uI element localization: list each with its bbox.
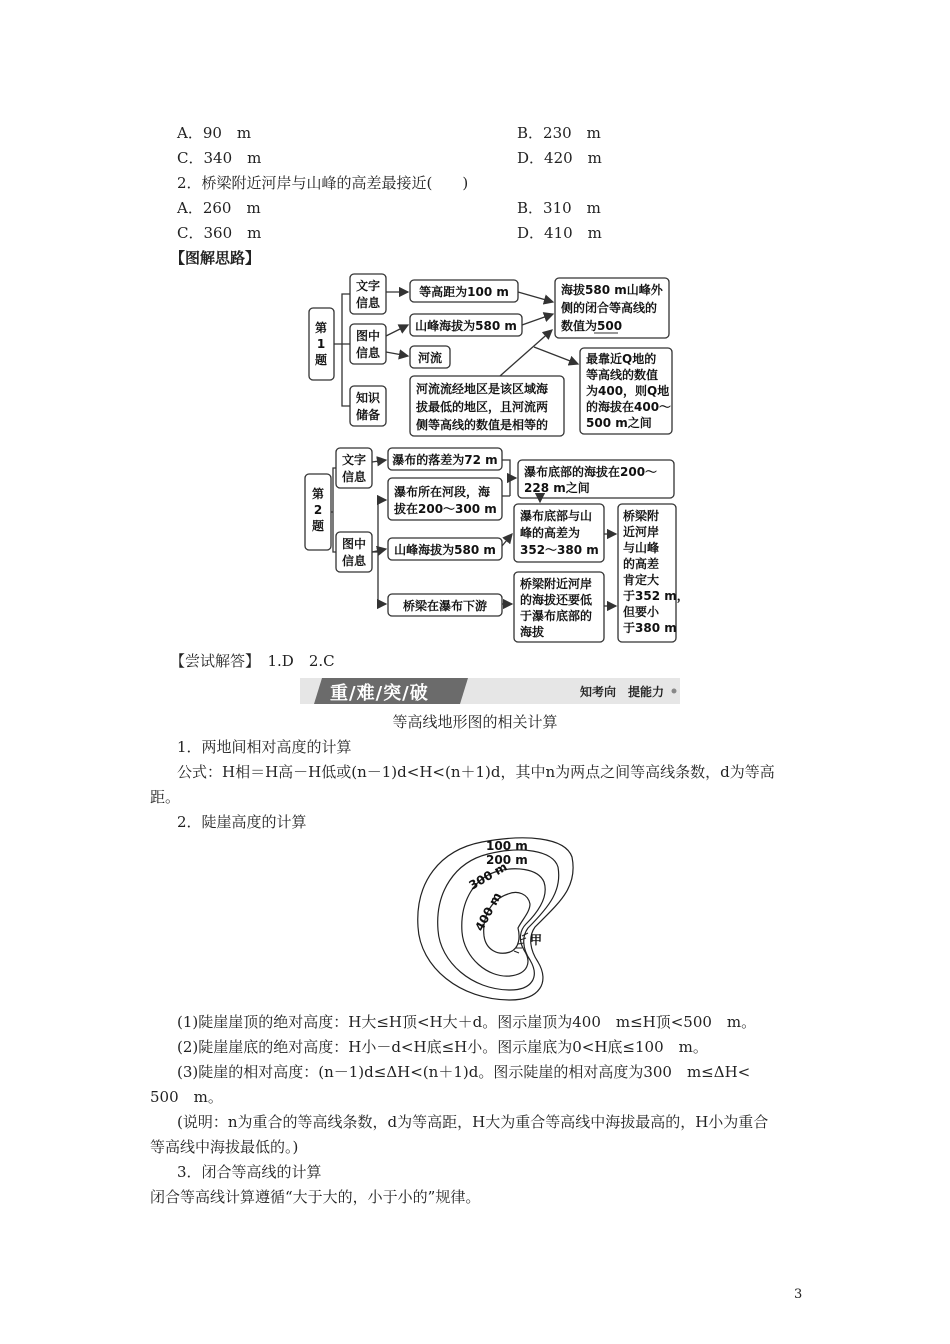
q2-option-b: B．310 m [517, 199, 601, 217]
flowchart-question-1 [300, 272, 680, 442]
d1-map-info-2: 信息 [355, 346, 381, 360]
q1-option-a: A．90 m [177, 124, 252, 142]
d1-q-point-2: 等高线的数值 [586, 368, 659, 382]
answer-line: 【尝试解答】 1.D 2.C [170, 652, 335, 670]
banner-tag: 知考向 提能力 [580, 685, 665, 699]
section-banner [300, 678, 680, 704]
d1-text-info-1: 文字 [355, 279, 381, 293]
d1-outer-contour-2: 侧的闭合等高线的 [561, 301, 658, 315]
d2-waterfall-drop: 瀑布的落差为72 m [392, 453, 498, 467]
contour-label-300: 300 m [466, 859, 510, 893]
contour-label-400: 400 m [472, 889, 505, 934]
question-2: 2．桥梁附近河岸与山峰的高差最接近( ) [177, 174, 469, 192]
d2-bridge-diff-5: 肯定大 [623, 573, 660, 587]
d2-bridge-diff-1: 桥梁附 [623, 509, 660, 523]
d1-peak-580: 山峰海拔为580 m [415, 319, 517, 333]
item-1-title: 1．两地间相对高度的计算 [177, 738, 352, 756]
section-title: 等高线地形图的相关计算 [392, 713, 558, 731]
q1-option-d: D．420 m [517, 149, 602, 167]
cliff-line-1: (1)陡崖崖顶的绝对高度：H大≤H顶<H大＋d。图示崖顶为400 m≤H顶<500 m。 [177, 1013, 757, 1031]
contour-label-200: 200 m [486, 853, 528, 867]
d2-topic-2: 2 [313, 503, 323, 517]
contour-label-100: 100 m [486, 839, 528, 853]
d1-outer-contour-1: 海拔580 m山峰外 [561, 283, 663, 297]
heading-thinking: 【图解思路】 [170, 249, 261, 267]
d2-peak-580: 山峰海拔为580 m [394, 543, 496, 557]
d1-river: 河流 [417, 351, 443, 365]
d2-bottom-peak-diff-1: 瀑布底部与山 [520, 509, 593, 523]
d2-bridge-diff-6: 于352 m， [623, 589, 689, 603]
d2-bridge-diff-4: 的高差 [623, 557, 660, 571]
d1-topic-3: 题 [314, 353, 328, 367]
d2-waterfall-bottom-1: 瀑布底部的海拔在200～ [524, 465, 658, 479]
d2-bridge-diff-2: 近河岸 [623, 525, 660, 539]
d1-knowledge-text-1: 河流流经地区是该区域海 [416, 382, 549, 396]
d2-waterfall-section-1: 瀑布所在河段，海 [394, 485, 491, 499]
q2-option-c: C．360 m [177, 224, 262, 242]
d2-waterfall-bottom-2: 228 m之间 [524, 481, 590, 495]
d2-map-info-1: 图中 [341, 537, 367, 551]
d2-bridge-diff-3: 与山峰 [623, 541, 660, 555]
d1-map-info-1: 图中 [355, 329, 381, 343]
d2-text-info-2: 信息 [341, 470, 367, 484]
formula-line-2: 距。 [150, 788, 181, 806]
d1-knowledge-text-2: 拔最低的地区，且河流两 [416, 400, 549, 414]
d2-bottom-peak-diff-3: 352～380 m [520, 543, 599, 557]
cliff-contour-map [410, 832, 590, 1002]
d2-waterfall-section-2: 拔在200～300 m [394, 502, 497, 516]
q2-option-a: A．260 m [177, 199, 261, 217]
d2-map-info-2: 信息 [341, 554, 367, 568]
d2-bottom-peak-diff-2: 峰的高差为 [520, 526, 581, 540]
d2-bridge-diff-8: 于380 m [623, 621, 677, 635]
cliff-line-3b: 500 m。 [150, 1088, 223, 1106]
d1-q-point-5: 500 m之间 [586, 416, 652, 430]
cliff-line-3a: (3)陡崖的相对高度：(n－1)d≤ΔH<(n＋1)d。图示陡崖的相对高度为300 m≤ΔH< [177, 1063, 751, 1081]
d1-topic-2: 1 [316, 337, 326, 351]
d2-bridge-diff-7: 但要小 [623, 605, 660, 619]
d1-knowledge-text-3: 侧等高线的数值是相等的 [416, 418, 549, 432]
page-number: 3 [794, 1287, 803, 1302]
d1-q-point-3: 为400，则Q地 [586, 384, 670, 398]
point-jia-label: 甲 [530, 933, 543, 947]
banner-title: 重/难/突/破 [330, 683, 429, 704]
d1-text-info-2: 信息 [355, 296, 381, 310]
cliff-line-2: (2)陡崖崖底的绝对高度：H小－d<H底≤H小。图示崖底为0<H底≤100 m。 [177, 1038, 708, 1056]
item-3-text: 闭合等高线计算遵循“大于大的，小于小的”规律。 [150, 1188, 481, 1206]
d2-bridge-downstream: 桥梁在瀑布下游 [402, 599, 488, 613]
d2-bridge-bank-4: 海拔 [520, 625, 545, 639]
d2-bridge-bank-2: 的海拔还要低 [520, 593, 593, 607]
d2-topic-3: 题 [311, 519, 325, 533]
formula-line-1: 公式：H相＝H高－H低或(n－1)d<H<(n＋1)d，其中n为两点之间等高线条数，d为等高 [177, 763, 775, 781]
q2-option-d: D．410 m [517, 224, 602, 242]
item-3-title: 3．闭合等高线的计算 [177, 1163, 322, 1181]
d2-text-info-1: 文字 [341, 453, 367, 467]
item-2-title: 2．陡崖高度的计算 [177, 813, 307, 831]
flowchart-question-2 [300, 446, 689, 646]
note-line-2: 等高线中海拔最低的。) [150, 1138, 299, 1156]
note-line-1: (说明：n为重合的等高线条数，d为等高距，H大为重合等高线中海拔最高的，H小为重合 [177, 1113, 769, 1131]
d1-knowledge-2: 储备 [355, 408, 381, 422]
q1-option-c: C．340 m [177, 149, 262, 167]
d2-bridge-bank-1: 桥梁附近河岸 [520, 577, 593, 591]
d1-contour-interval: 等高距为100 m [419, 285, 509, 299]
q1-option-b: B．230 m [517, 124, 601, 142]
d2-topic-1: 第 [311, 487, 325, 501]
d1-q-point-4: 的海拔在400～ [586, 400, 672, 414]
d1-outer-contour-3: 数值为500 [561, 319, 623, 333]
d1-knowledge-1: 知识 [355, 391, 381, 405]
d1-q-point-1: 最靠近Q地的 [586, 352, 657, 366]
d1-topic-1: 第 [314, 321, 328, 335]
d2-bridge-bank-3: 于瀑布底部的 [520, 609, 593, 623]
